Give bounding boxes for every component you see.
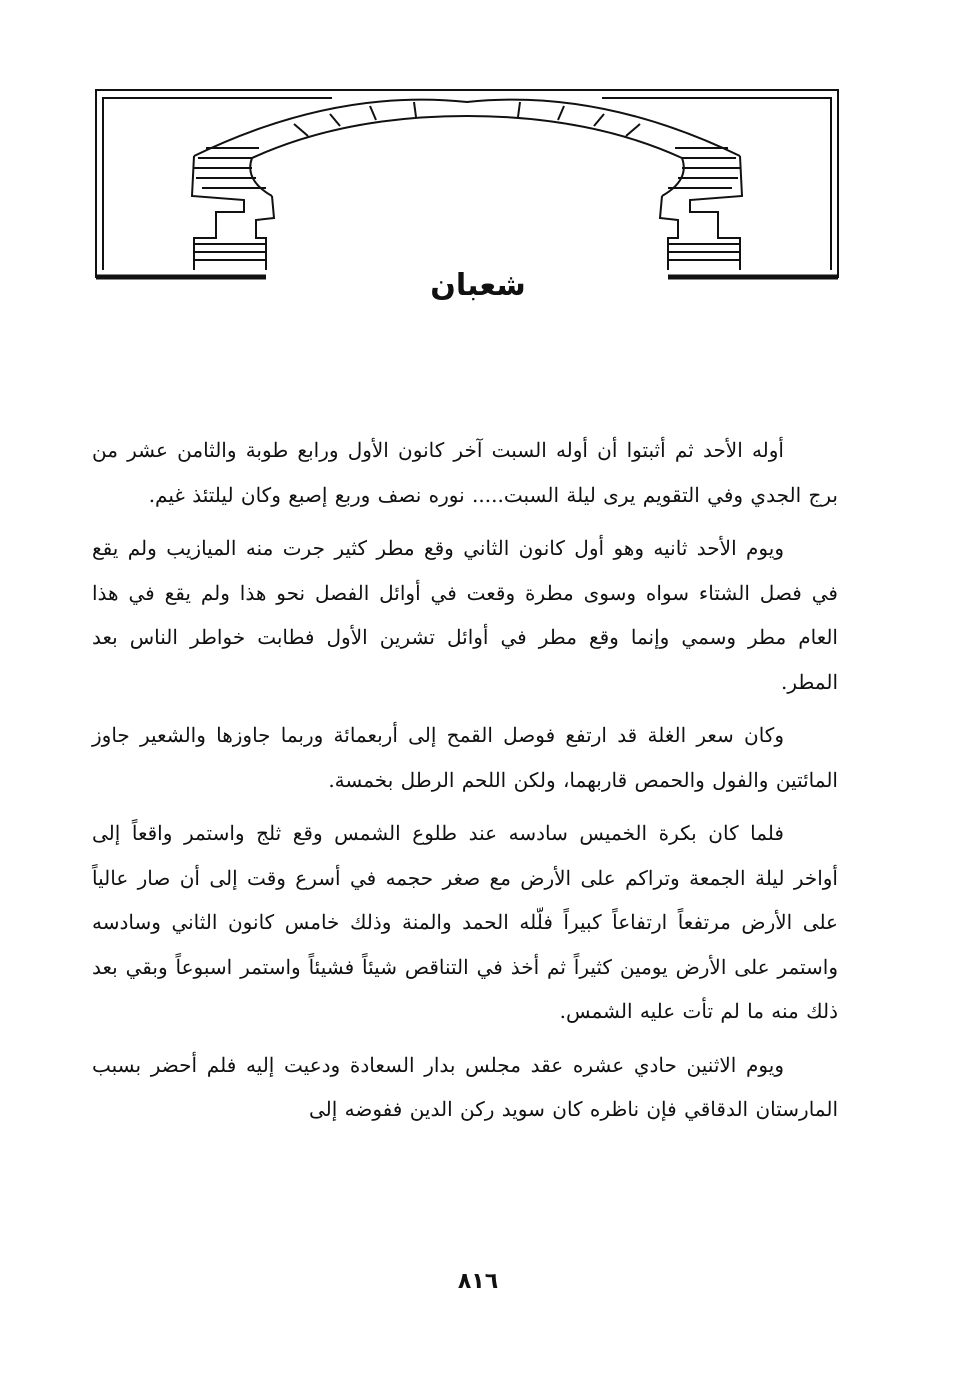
- header-arch-ornament: [94, 88, 840, 282]
- paragraph-5: ويوم الاثنين حادي عشره عقد مجلس بدار السعادة ودعيت إليه فلم أحضر بسبب المارستان الدقاقي فإن ناظره كان سويد ركن الدين ففوضه إلى: [92, 1052, 838, 1121]
- body-text: [92, 428, 838, 1141]
- paragraph-2: ويوم الأحد ثانيه وهو أول كانون الثاني وقع مطر كثير جرت منه الميازيب ولم يقع في فصل الشتاء سواه وسوى مطرة وقعت في أوائل الفصل نحو هذا ولم يقع في هذا العام مطر وسمي وإنما وقع مطر في أوائل تشرين الأول فطابت خواطر الناس بعد المطر.: [92, 536, 838, 694]
- paragraph-1: أوله الأحد ثم أثبتوا أن أوله السبت آخر كانون الأول ورابع طوبة والثامن عشر من برج الجدي وفي التقويم يرى ليلة السبت..... نوره نصف وربع إصبع وكان ليلتئذ غيم.: [92, 438, 838, 507]
- chapter-title: شعبان: [430, 268, 526, 303]
- paragraph-4: فلما كان بكرة الخميس سادسه عند طلوع الشمس وقع ثلج واستمر واقعاً إلى أواخر ليلة الجمعة وتراكم على الأرض مع صغر حجمه في أسرع وقت إلى أن صار عالياً على الأرض مرتفعاً ارتفاعاً كبيراً فلّله الحمد والمنة وذلك خامس كانون الثاني وسادسه واستمر على الأرض يومين كثيراً ثم أخذ في التناقص شيئاً فشيئاً واستمر اسبوعاً وبقي بعد ذلك منه ما لم تأت عليه الشمس.: [92, 821, 838, 1023]
- paragraph-3: وكان سعر الغلة قد ارتفع فوصل القمح إلى أربعمائة وربما جاوزها والشعير جاوز المائتين والفول والحمص قاربهما، ولكن اللحم الرطل بخمسة.: [92, 723, 838, 792]
- page-number: ٨١٦: [457, 1269, 499, 1294]
